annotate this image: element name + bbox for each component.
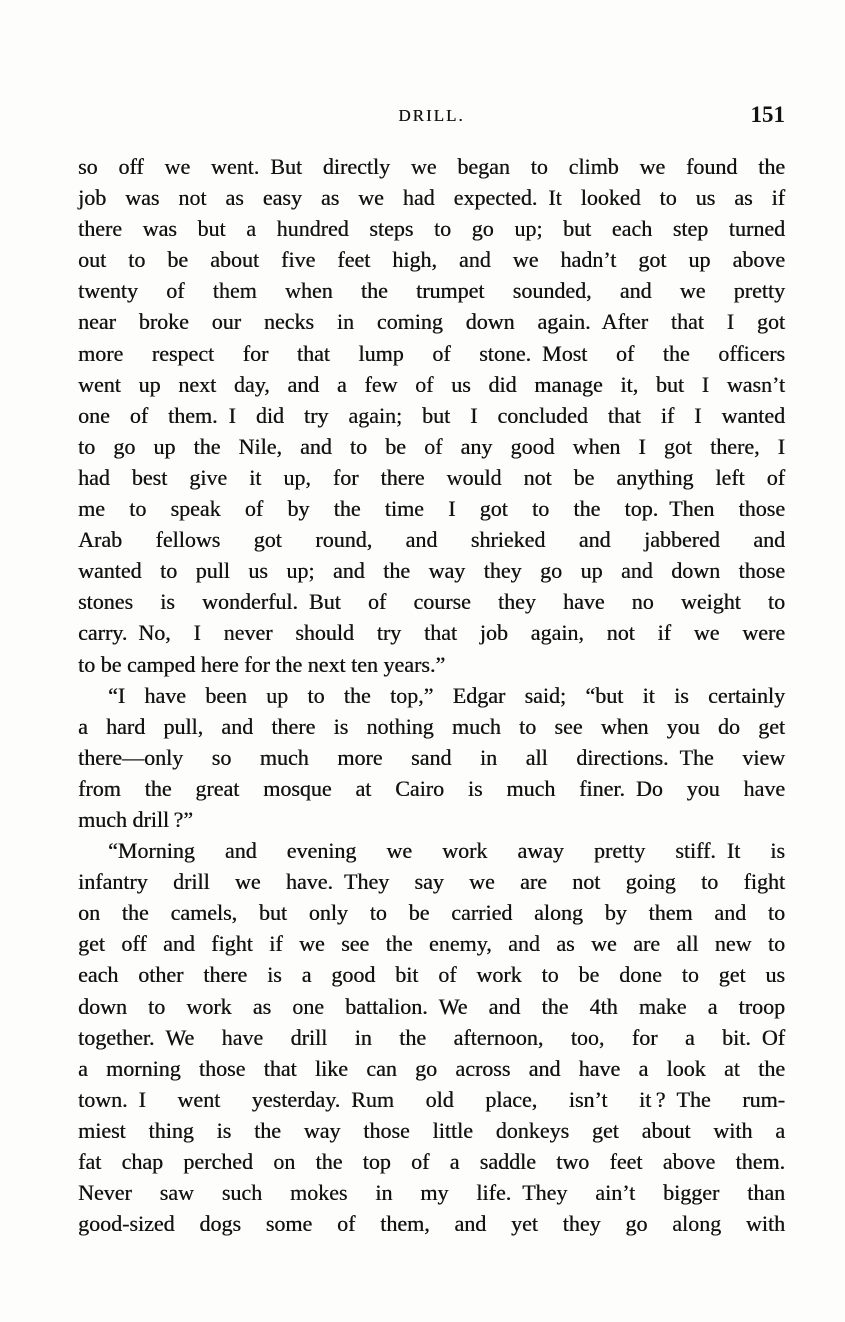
text-line: a hard pull, and there is nothing much to see when you do get [78, 713, 785, 739]
text-line: to be camped here for the next ten years.” [78, 651, 446, 677]
page-header [78, 103, 785, 126]
text-line: much drill ?” [78, 806, 193, 832]
text-line: one of them. I did try again; but I concluded that if I wanted [78, 402, 785, 428]
text-line: there—only so much more sand in all directions. The view [78, 744, 785, 770]
text-line: “Morning and evening we work away pretty stiff. It is [108, 838, 785, 864]
text-line: had best give it up, for there would not be anything left of [78, 464, 785, 490]
text-line: good-sized dogs some of them, and yet they go along with [78, 1211, 785, 1237]
text-line: miest thing is the way those little donkeys get about with a [78, 1117, 785, 1143]
text-line: so off we went. But directly we began to climb we found the [78, 154, 785, 179]
paragraph [78, 680, 785, 835]
paragraph [78, 835, 785, 1239]
text-line: infantry drill we have. They say we are not going to fight [78, 869, 785, 895]
text-line: twenty of them when the trumpet sounded, and we pretty [78, 278, 785, 304]
text-line: more respect for that lump of stone. Most of the officers [78, 340, 785, 366]
text-line: job was not as easy as we had expected. It looked to us as if [78, 185, 785, 211]
text-line: stones is wonderful. But of course they have no weight to [78, 589, 785, 615]
text-line: went up next day, and a few of us did manage it, but I wasn’t [78, 371, 785, 397]
text-line: on the camels, but only to be carried along by them and to [78, 900, 785, 926]
body-text [78, 151, 785, 1239]
text-line: fat chap perched on the top of a saddle two feet above them. [78, 1149, 785, 1174]
text-line: town. I went yesterday. Rum old place, isn’t it ? The rum- [78, 1086, 785, 1112]
running-head-title: DRILL. [398, 106, 465, 125]
text-line: each other there is a good bit of work to be done to get us [78, 962, 785, 988]
text-line: Never saw such mokes in my life. They ain’t bigger than [78, 1180, 785, 1206]
text-line: wanted to pull us up; and the way they go up and down those [78, 558, 785, 584]
text-line: carry. No, I never should try that job again, not if we were [78, 620, 785, 646]
text-line: down to work as one battalion. We and the 4th make a troop [78, 993, 785, 1019]
text-line: there was but a hundred steps to go up; but each step turned [78, 216, 785, 242]
text-line: near broke our necks in coming down again. After that I got [78, 309, 785, 335]
text-line: together. We have drill in the afternoon, too, for a bit. Of [78, 1024, 785, 1050]
text-line: out to be about five feet high, and we hadn’t got up above [78, 247, 785, 273]
text-line: Arab fellows got round, and shrieked and jabbered and [78, 527, 785, 553]
text-line: “I have been up to the top,” Edgar said; “but it is certainly [108, 682, 785, 708]
text-line: from the great mosque at Cairo is much finer. Do you have [78, 775, 785, 801]
text-line: a morning those that like can go across and have a look at the [78, 1055, 785, 1081]
page-number: 151 [750, 102, 785, 127]
text-line: to go up the Nile, and to be of any good when I got there, I [78, 433, 785, 459]
paragraph [78, 151, 785, 680]
text-line: get off and fight if we see the enemy, and as we are all new to [78, 931, 785, 957]
text-line: me to speak of by the time I got to the top. Then those [78, 496, 785, 522]
